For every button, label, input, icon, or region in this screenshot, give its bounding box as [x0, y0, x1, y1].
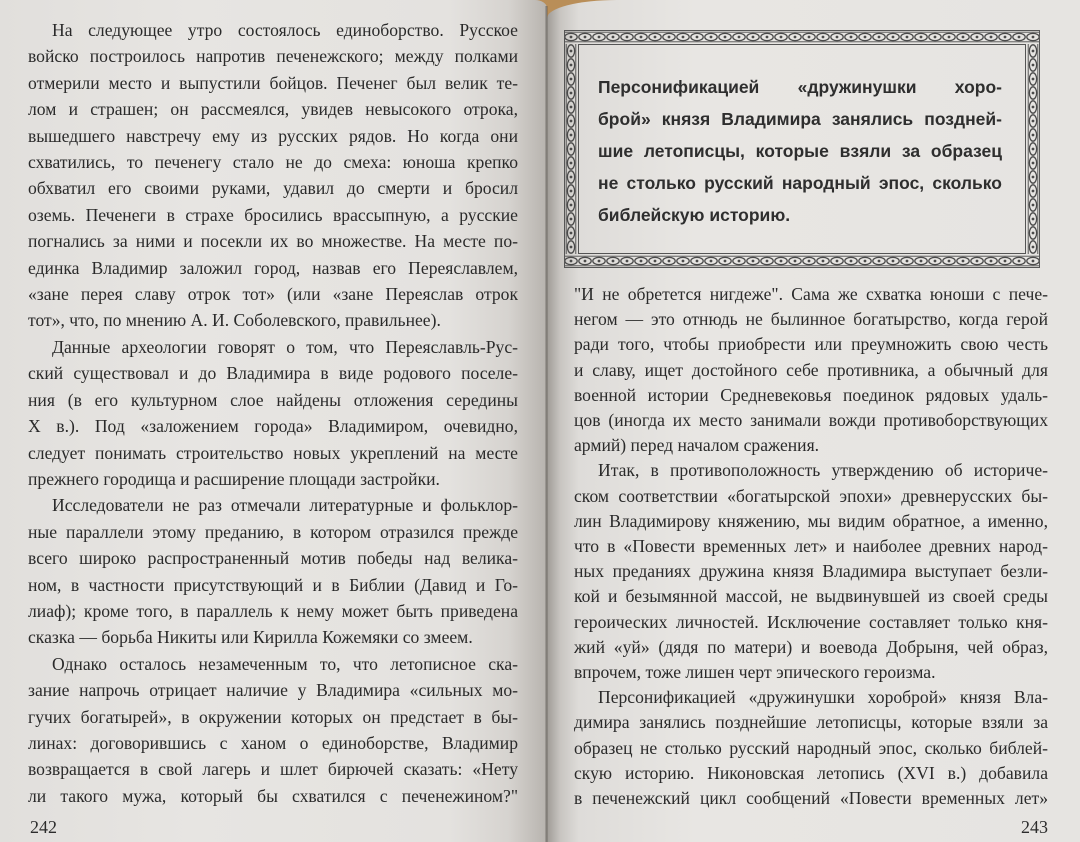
text-line: негом — это отнюдь не былинное богатырство, когда герой	[574, 309, 1048, 330]
callout-line: библейскую историю.	[598, 205, 791, 225]
text-line: следует понимать строительство новых укреплений на месте	[28, 442, 518, 463]
text-line: впрочем, тоже лишен черт эпического героизма.	[574, 662, 936, 683]
text-line: Итак, в противоположность утверждению об историче-	[598, 460, 1048, 481]
text-line: ния (в его культурном слое найдены отложения середины	[28, 389, 518, 410]
text-line: жий «уй» (дядя по матери) и воевода Добрыня, чей образ,	[574, 636, 1048, 657]
text-line: зание напрочь отрицает наличие у Владимира «сильных мо-	[28, 680, 518, 701]
text-line: всего широко распространенный мотив победы над велика-	[28, 548, 518, 569]
text-line: вышедшего навстречу ему из русских рядов. Но когда они	[28, 125, 518, 146]
text-line: кой и безымянной массой, не выдвинувшей из своей среды	[574, 586, 1048, 607]
text-line: единка Владимир заложил город, назвав его Переяславлем,	[28, 257, 518, 278]
text-line: войско построилось напротив печенежского; между полками	[28, 46, 518, 67]
text-line: ском соответствии «богатырской эпохи» древнерусских бы-	[574, 485, 1048, 506]
callout-line: брой» князя Владимира занялись поздней-	[598, 109, 1002, 129]
text-line: и славу, ищет достойного себе противника, а обычный для	[574, 359, 1048, 380]
left-page-body	[28, 17, 518, 809]
text-line: "И не обретется нигдеже". Сама же схватка юноши с пече-	[574, 284, 1048, 304]
text-line: линах: договорившись с ханом о единоборстве, Владимир	[28, 732, 518, 753]
text-line: тот», что, по мнению А. И. Соболевского, правильнее).	[28, 310, 441, 331]
paragraph	[28, 492, 518, 650]
right-page	[547, 0, 1080, 842]
text-line: героических личностей. Исключение составляет только кня-	[574, 611, 1048, 632]
paragraph	[574, 282, 1048, 458]
callout-line: Персонификацией «дружинушки хоро-	[598, 77, 1002, 97]
callout-line: шие летописцы, которые взяли за образец	[598, 141, 1002, 161]
text-line: На следующее утро состоялось единоборство. Русское	[52, 20, 518, 40]
text-line: «зане перея славу отрок тот» (или «зане Переяслав отрок	[28, 284, 518, 305]
paragraph	[28, 334, 518, 492]
text-line: отмерили место и выпустили бойцов. Печенег был велик те-	[28, 72, 518, 93]
text-line: схватились, то печенегу стало не до смеха: юноша крепко	[28, 152, 518, 173]
paragraph	[574, 685, 1048, 811]
text-line: скую историю. Никоновская летопись (XVI в.) добавила	[574, 762, 1048, 783]
text-line: лин Владимирову княжению, мы видим обратное, а именно,	[574, 510, 1048, 531]
text-line: оземь. Печенеги в страхе бросились врассыпную, а русские	[28, 204, 518, 225]
frame-band-right	[1026, 44, 1040, 254]
text-line: цов (иногда их место занимали вожди противоборствующих	[574, 410, 1048, 431]
paragraph	[28, 17, 518, 334]
callout-line: не столько русский народный эпос, сколько	[598, 173, 1002, 193]
paragraph	[28, 651, 518, 809]
text-line: димира занялись позднейшие летописцы, которые взяли за	[574, 712, 1048, 733]
paragraph	[574, 458, 1048, 685]
text-line: обхватил его своими руками, удавил до смерти и бросил	[28, 178, 518, 199]
text-line: ли такого мужа, который бы схватился с печенежином?"	[28, 785, 518, 806]
frame-band-top	[564, 30, 1040, 44]
text-line: погнались за ними и посекли их во множестве. На месте по-	[28, 231, 518, 252]
text-line: Исследователи не раз отмечали литературные и фольклор-	[52, 495, 518, 516]
callout-box	[564, 30, 1040, 268]
page-number: 242	[30, 817, 57, 837]
frame-band-bottom	[564, 254, 1040, 268]
text-line: Однако осталось незамеченным то, что летописное ска-	[52, 653, 518, 674]
page-number: 243	[1021, 817, 1048, 837]
gutter-shadow	[545, 6, 548, 842]
text-line: ном, в частности присутствующий и в Библии (Давид и Го-	[28, 574, 518, 595]
text-line: что в «Повести временных лет» и наиболее древних народ-	[574, 536, 1048, 557]
text-line: лом и страшен; он рассмеялся, увидев невысокого отрока,	[28, 99, 518, 120]
callout-text	[598, 71, 1002, 231]
text-line: образец не столько русский народный эпос, сколько библей-	[574, 737, 1048, 758]
text-line: возвращается в свой лагерь и шлет бирючей сказать: «Нету	[28, 759, 518, 780]
text-line: лиаф); кроме того, в параллель к нему может быть приведена	[28, 600, 518, 621]
text-line: гучих богатырей», в окружении которых он предстает в бы-	[28, 706, 518, 727]
text-line: Данные археологии говорят о том, что Переяславль-Рус-	[52, 336, 518, 357]
text-line: ных преданиях дружина князя Владимира выступает безли-	[574, 561, 1048, 582]
text-line: сказка — борьба Никиты или Кирилла Кожемяки со змеем.	[28, 627, 473, 648]
text-line: Персонификацией «дружинушки хороброй» князя Вла-	[598, 687, 1048, 708]
text-line: военной истории Средневековья поединок рядовых удаль-	[574, 384, 1048, 405]
text-line: в печенежский цикл сообщений «Повести временных лет»	[574, 788, 1048, 809]
text-line: ский существовал и до Владимира в виде родового поселе-	[28, 363, 518, 384]
text-line: ные параллели этому преданию, в котором отразился прежде	[28, 521, 518, 542]
right-page-body	[574, 282, 1048, 811]
text-line: ради того, чтобы приобрести или преумножить свою честь	[574, 334, 1048, 355]
text-line: прежнего городища и расширение площади застройки.	[28, 468, 440, 489]
text-line: X в.). Под «заложением города» Владимиром, очевидно,	[28, 416, 518, 437]
text-line: армий) перед началом сражения.	[574, 435, 820, 456]
frame-band-left	[564, 44, 578, 254]
